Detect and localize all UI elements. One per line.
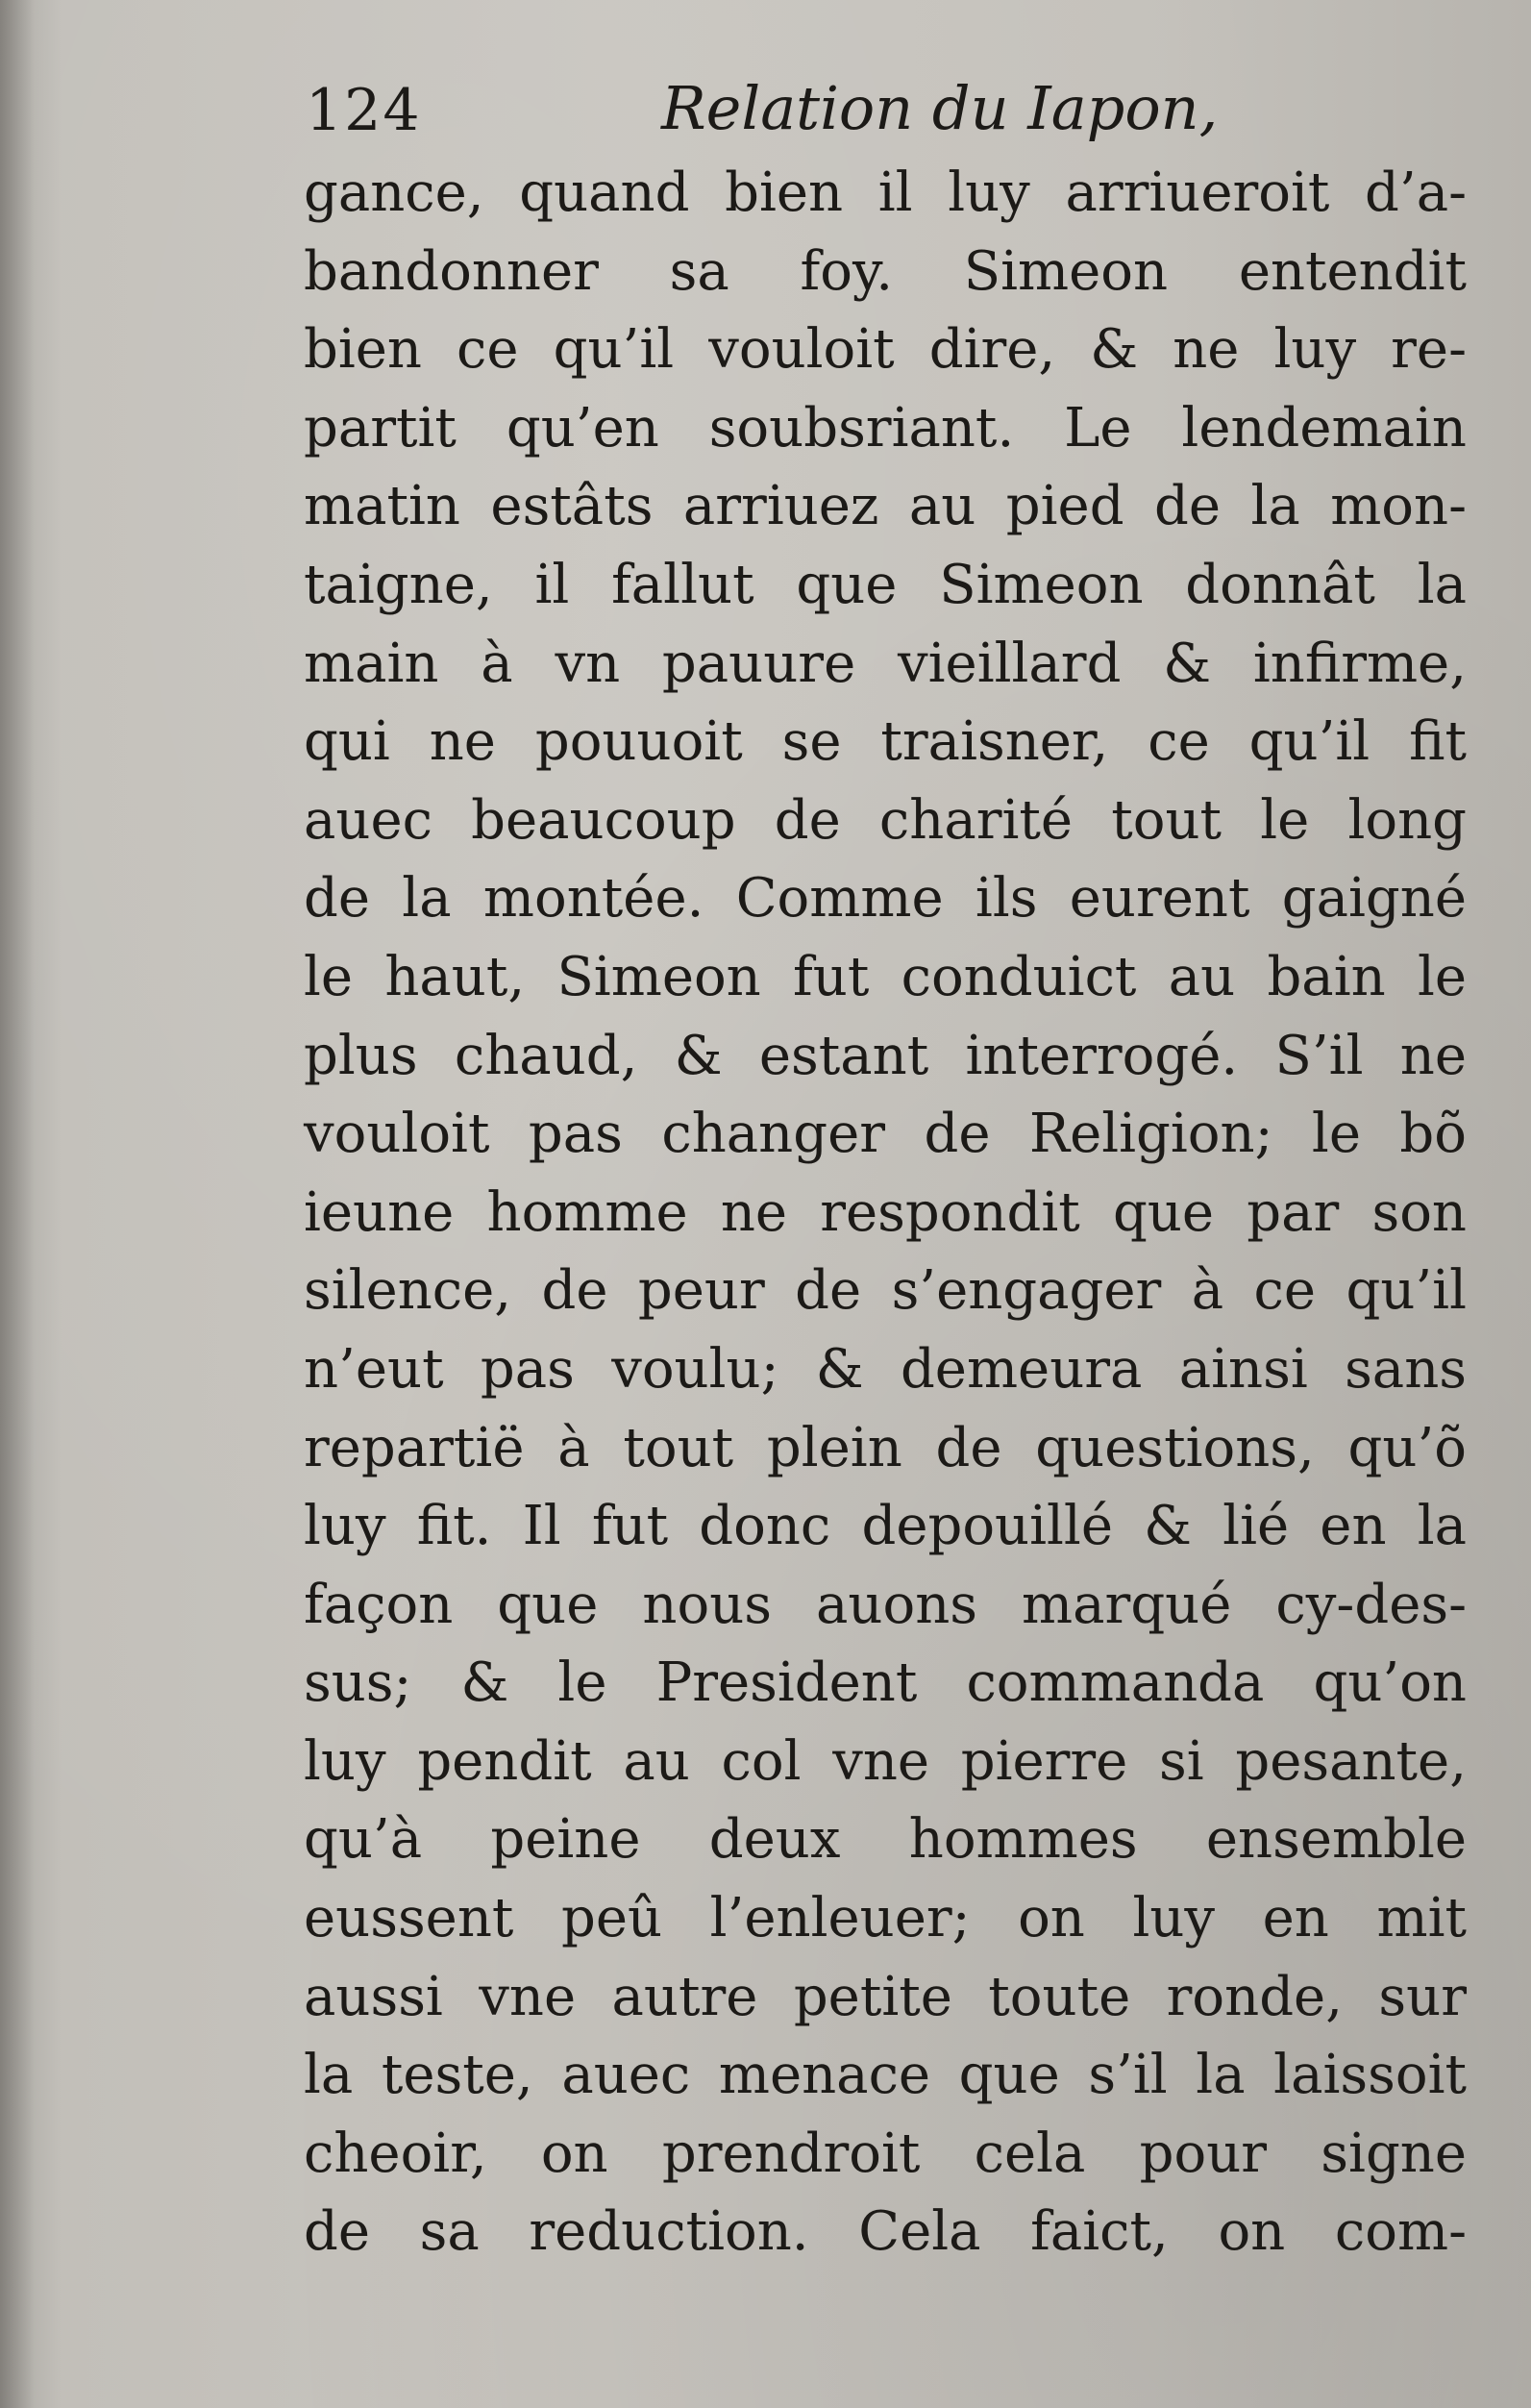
- text-line: gance, quand bien il luy arriueroit d’a-: [304, 161, 1467, 224]
- page-number: 124: [306, 77, 422, 144]
- text-line: sus; & le President commanda qu’on: [304, 1651, 1467, 1715]
- text-line: le haut, Simeon fut conduict au bain le: [304, 945, 1467, 1008]
- running-head: [306, 60, 1469, 156]
- text-line: vouloit pas changer de Religion; le bõ: [304, 1103, 1467, 1166]
- text-line: ieune homme ne respondit que par son: [304, 1180, 1467, 1244]
- text-line: n’eut pas voulu; & demeura ainsi sans: [304, 1337, 1467, 1401]
- text-line: repartië à tout plein de questions, qu’õ: [304, 1416, 1467, 1479]
- text-line: luy fit. Il fut donc depouillé & lié en la: [304, 1495, 1467, 1558]
- text-line: aussi vne autre petite toute ronde, sur: [304, 1965, 1467, 2028]
- text-line: bandonner sa foy. Simeon entendit: [304, 239, 1467, 303]
- running-title: Relation du Iapon,: [661, 73, 1219, 143]
- text-line: qui ne pouuoit se traisner, ce qu’il fit: [304, 710, 1467, 774]
- text-line: de la montée. Comme ils eurent gaigné: [304, 867, 1467, 931]
- text-line: bien ce qu’il vouloit dire, & ne luy re-: [304, 318, 1467, 382]
- text-line: luy pendit au col vne pierre si pesante,: [304, 1729, 1467, 1793]
- text-line: auec beaucoup de charité tout le long: [304, 788, 1467, 852]
- text-line: partit qu’en soubsriant. Le lendemain: [304, 396, 1467, 459]
- text-line: plus chaud, & estant interrogé. S’il ne: [304, 1024, 1467, 1087]
- text-line: façon que nous auons marqué cy-des-: [304, 1573, 1467, 1636]
- text-line: taigne, il fallut que Simeon donnât la: [304, 553, 1467, 616]
- text-line: qu’à peine deux hommes ensemble: [304, 1808, 1467, 1872]
- text-body: [304, 154, 1467, 2271]
- text-line: matin estâts arriuez au pied de la mon-: [304, 475, 1467, 538]
- text-line: silence, de peur de s’engager à ce qu’il: [304, 1259, 1467, 1323]
- text-line: main à vn pauure vieillard & infirme,: [304, 632, 1467, 695]
- text-line: cheoir, on prendroit cela pour signe: [304, 2122, 1467, 2185]
- text-line: de sa reduction. Cela faict, on com-: [304, 2200, 1467, 2264]
- text-line: la teste, auec menace que s’il la laissoit: [304, 2044, 1467, 2107]
- text-line: eussent peû l’enleuer; on luy en mit: [304, 1887, 1467, 1950]
